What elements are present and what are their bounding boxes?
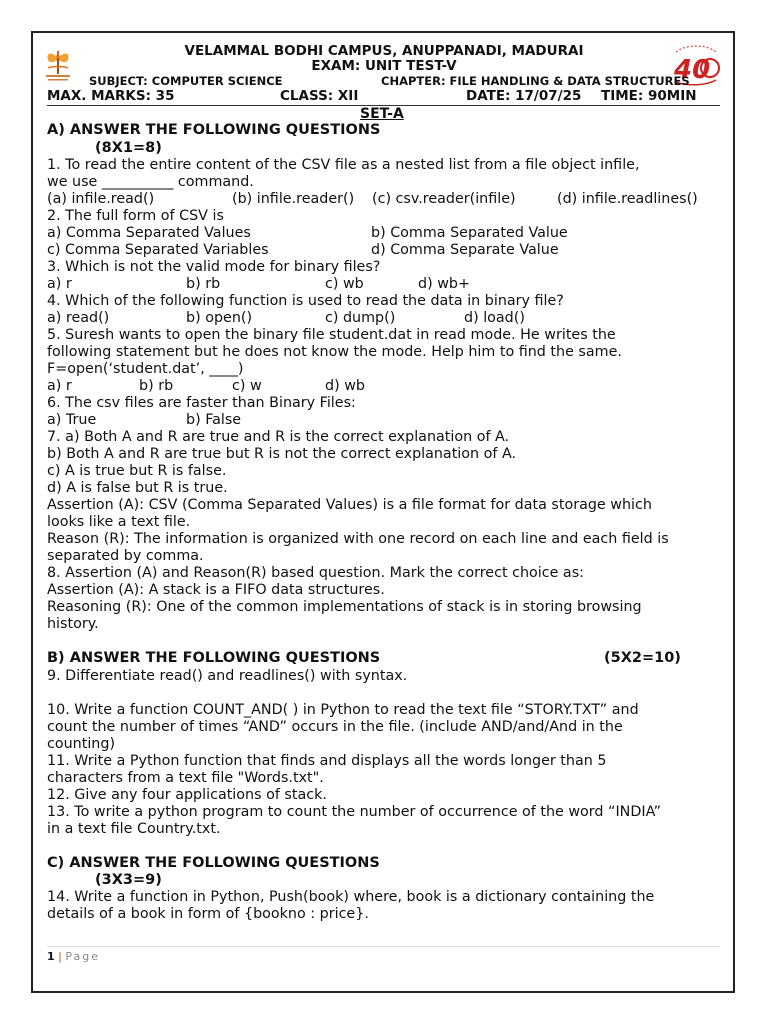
q6-option-a: a) True (47, 412, 97, 428)
q1-line2: we use __________ command. (47, 174, 254, 190)
q2-option-c: c) Comma Separated Variables (47, 242, 269, 258)
q9-text: 9. Differentiate read() and readlines() with syntax. (47, 668, 408, 684)
date-label: DATE: 17/07/25 (466, 88, 582, 104)
q7-option-c: c) A is true but R is false. (47, 463, 227, 479)
footer-separator: | (58, 950, 62, 963)
svg-text:40: 40 (674, 55, 711, 85)
q1-option-c: (c) csv.reader(infile) (372, 191, 516, 207)
q8-reason-line1: Reasoning (R): One of the common implementations of stack is in storing browsing (47, 599, 642, 615)
q3-text: 3. Which is not the valid mode for binary files? (47, 259, 381, 275)
school-name: VELAMMAL BODHI CAMPUS, ANUPPANADI, MADURAI (184, 43, 584, 59)
q8-assertion: Assertion (A): A stack is a FIFO data structures. (47, 582, 385, 598)
q14-line1: 14. Write a function in Python, Push(book) where, book is a dictionary containing the (47, 889, 655, 905)
q4-text: 4. Which of the following function is used to read the data in binary file? (47, 293, 564, 309)
section-c-marks: (3X3=9) (95, 872, 162, 888)
q5-line2: following statement but he does not know the mode. Help him to find the same. (47, 344, 622, 360)
section-b-title: B) ANSWER THE FOLLOWING QUESTIONS (47, 650, 381, 666)
q2-option-a: a) Comma Separated Values (47, 225, 251, 241)
q10-line1: 10. Write a function COUNT_AND( ) in Python to read the text file “STORY.TXT” and (47, 702, 639, 718)
page-label: Page (65, 950, 101, 963)
q13-line1: 13. To write a python program to count the number of occurrence of the word “INDIA” (47, 804, 662, 820)
q7-option-a: 7. a) Both A and R are true and R is the correct explanation of A. (47, 429, 510, 445)
q13-line2: in a text file Country.txt. (47, 821, 221, 837)
section-c-title: C) ANSWER THE FOLLOWING QUESTIONS (47, 855, 380, 871)
section-a-marks: (8X1=8) (95, 140, 162, 156)
q4-option-d: d) load() (464, 310, 525, 326)
subject-label: SUBJECT: COMPUTER SCIENCE (89, 74, 283, 88)
q11-line2: characters from a text file "Words.txt". (47, 770, 324, 786)
page-footer (47, 950, 100, 963)
q3-option-a: a) r (47, 276, 72, 292)
q1-option-a: (a) infile.read() (47, 191, 155, 207)
q2-text: 2. The full form of CSV is (47, 208, 224, 224)
q10-line2: count the number of times “AND” occurs in the file. (include AND/and/And in the (47, 719, 623, 735)
q7-option-d: d) A is false but R is true. (47, 480, 228, 496)
q6-text: 6. The csv files are faster than Binary Files: (47, 395, 356, 411)
q5-option-c: c) w (232, 378, 262, 394)
q14-line2: details of a book in form of {bookno : price}. (47, 906, 369, 922)
max-marks: MAX. MARKS: 35 (47, 88, 175, 104)
footer-divider (47, 946, 720, 947)
time-label: TIME: 90MIN (601, 88, 697, 104)
q5-option-a: a) r (47, 378, 72, 394)
q5-line3: F=open(‘student.dat’, ____) (47, 361, 244, 377)
q10-line3: counting) (47, 736, 116, 752)
q7-reason-line1: Reason (R): The information is organized with one record on each line and each field is (47, 531, 669, 547)
chapter-label: CHAPTER: FILE HANDLING & DATA STRUCTURES (381, 74, 690, 88)
q3-option-d: d) wb+ (418, 276, 470, 292)
q8-reason-line2: history. (47, 616, 99, 632)
q5-option-b: b) rb (139, 378, 174, 394)
q1-option-d: (d) infile.readlines() (557, 191, 698, 207)
class-label: CLASS: XII (280, 88, 359, 104)
q1-option-b: (b) infile.reader() (232, 191, 355, 207)
q5-option-d: d) wb (325, 378, 365, 394)
section-a-title: A) ANSWER THE FOLLOWING QUESTIONS (47, 122, 381, 138)
q1-line1: 1. To read the entire content of the CSV file as a nested list from a file object infile, (47, 157, 640, 173)
q6-option-b: b) False (186, 412, 242, 428)
q8-text: 8. Assertion (A) and Reason(R) based question. Mark the correct choice as: (47, 565, 584, 581)
q4-option-a: a) read() (47, 310, 110, 326)
q12-text: 12. Give any four applications of stack. (47, 787, 327, 803)
q2-option-b: b) Comma Separated Value (371, 225, 568, 241)
q11-line1: 11. Write a Python function that finds and displays all the words longer than 5 (47, 753, 607, 769)
q7-assertion-line1: Assertion (A): CSV (Comma Separated Values) is a file format for data storage which (47, 497, 652, 513)
exam-title: EXAM: UNIT TEST-V (311, 58, 457, 74)
q3-option-c: c) wb (325, 276, 364, 292)
q4-option-b: b) open() (186, 310, 253, 326)
set-label: SET-A (360, 106, 404, 122)
section-b-marks: (5X2=10) (604, 650, 681, 666)
q7-option-b: b) Both A and R are true but R is not the correct explanation of A. (47, 446, 517, 462)
q3-option-b: b) rb (186, 276, 221, 292)
q4-option-c: c) dump() (325, 310, 396, 326)
q7-reason-line2: separated by comma. (47, 548, 204, 564)
page-number: 1 (47, 950, 55, 963)
q2-option-d: d) Comma Separate Value (371, 242, 559, 258)
q5-line1: 5. Suresh wants to open the binary file student.dat in read mode. He writes the (47, 327, 616, 343)
q7-assertion-line2: looks like a text file. (47, 514, 191, 530)
